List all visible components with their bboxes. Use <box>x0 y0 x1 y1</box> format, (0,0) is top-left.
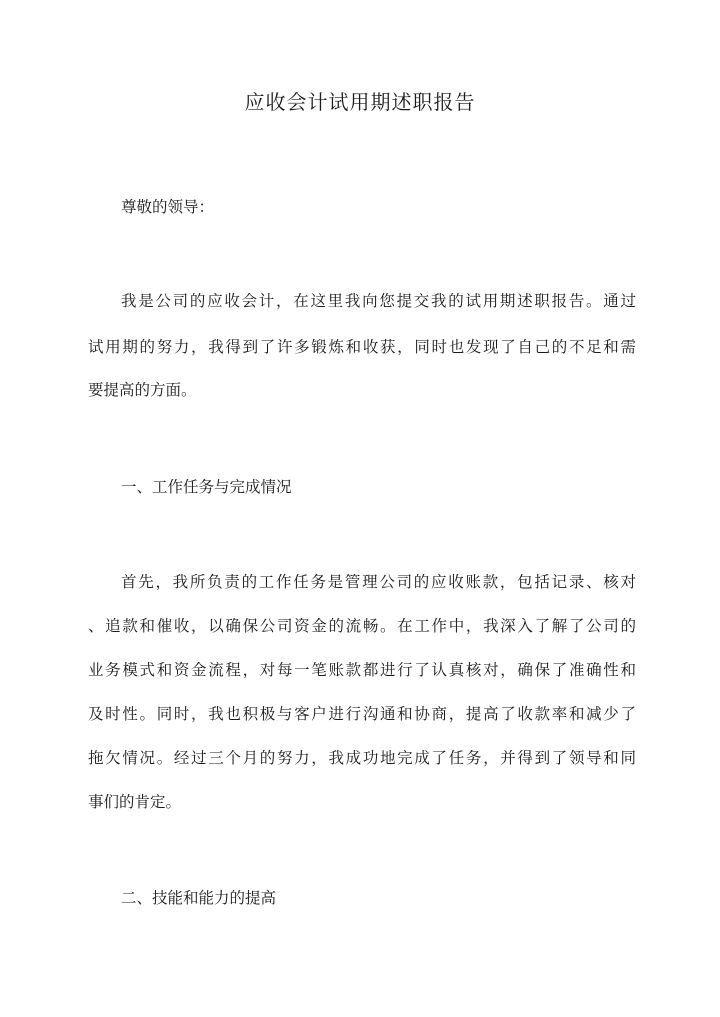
paragraph-line: 要提高的方面。 <box>88 381 197 399</box>
paragraph-line: 及时性。同时，我也积极与客户进行沟通和协商，提高了收款率和减少了 <box>88 705 636 723</box>
paragraph-line: 首先，我所负责的工作任务是管理公司的应收账款，包括记录、核对 <box>121 573 636 591</box>
section-heading-1: 一、工作任务与完成情况 <box>121 478 292 496</box>
paragraph-line: 拖欠情况。经过三个月的努力，我成功地完成了任务，并得到了领导和同 <box>88 749 636 767</box>
paragraph-line: 试用期的努力，我得到了许多锻炼和收获，同时也发现了自己的不足和需 <box>88 338 636 356</box>
salutation: 尊敬的领导： <box>121 198 215 216</box>
document-title: 应收会计试用期述职报告 <box>244 90 476 114</box>
paragraph-line: 、追款和催收，以确保公司资金的流畅。在工作中，我深入了解了公司的 <box>88 617 636 635</box>
paragraph-line: 事们的肯定。 <box>88 793 182 811</box>
paragraph-line: 我是公司的应收会计，在这里我向您提交我的试用期述职报告。通过 <box>121 292 636 310</box>
paragraph-line: 业务模式和资金流程，对每一笔账款都进行了认真核对，确保了准确性和 <box>88 661 636 679</box>
section-heading-2: 二、技能和能力的提高 <box>121 889 277 907</box>
